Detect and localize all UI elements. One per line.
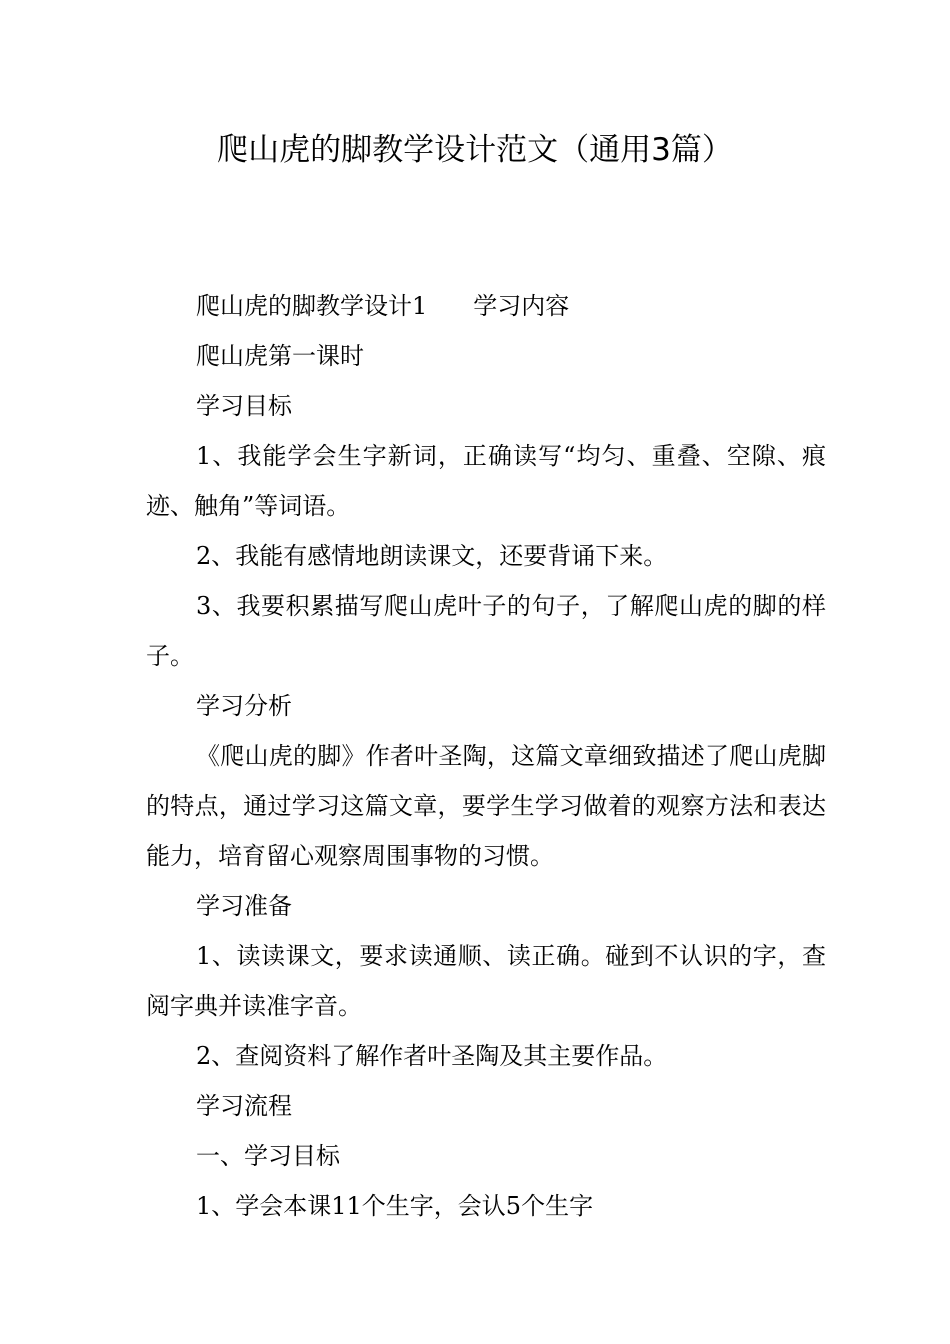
paragraph: 学习流程 [196,1092,292,1120]
paragraph: 《爬山虎的脚》作者叶圣陶，这篇文章细致描述了爬山虎脚的特点，通过学习这篇文章，要学生学习做着的观察方法和表达能力，培育留心观察周围事物的习惯。 [146,742,826,870]
paragraph: 1、读读课文，要求读通顺、读正确。碰到不认识的字，查阅字典并读准字音。 [146,942,826,1020]
paragraph: 一、学习目标 [196,1142,340,1170]
document-title: 爬山虎的脚教学设计范文（通用3篇） [217,132,733,168]
section-heading-line [146,281,826,331]
paragraph: 爬山虎第一课时 [196,342,364,370]
section-heading: 爬山虎的脚教学设计1 [196,292,428,320]
paragraph: 3、我要积累描写爬山虎叶子的句子，了解爬山虎的脚的样子。 [146,592,826,670]
paragraph: 1、学会本课11个生字，会认5个生字 [196,1192,594,1220]
paragraph: 2、我能有感情地朗读课文，还要背诵下来。 [196,542,668,570]
paragraph: 2、查阅资料了解作者叶圣陶及其主要作品。 [196,1042,668,1070]
section-subheading: 学习内容 [473,292,570,320]
paragraph: 1、我能学会生字新词，正确读写“均匀、重叠、空隙、痕迹、触角”等词语。 [146,442,826,520]
paragraph: 学习准备 [196,892,292,920]
paragraph: 学习目标 [196,392,292,420]
paragraph: 学习分析 [196,692,292,720]
document-body [146,281,826,1231]
